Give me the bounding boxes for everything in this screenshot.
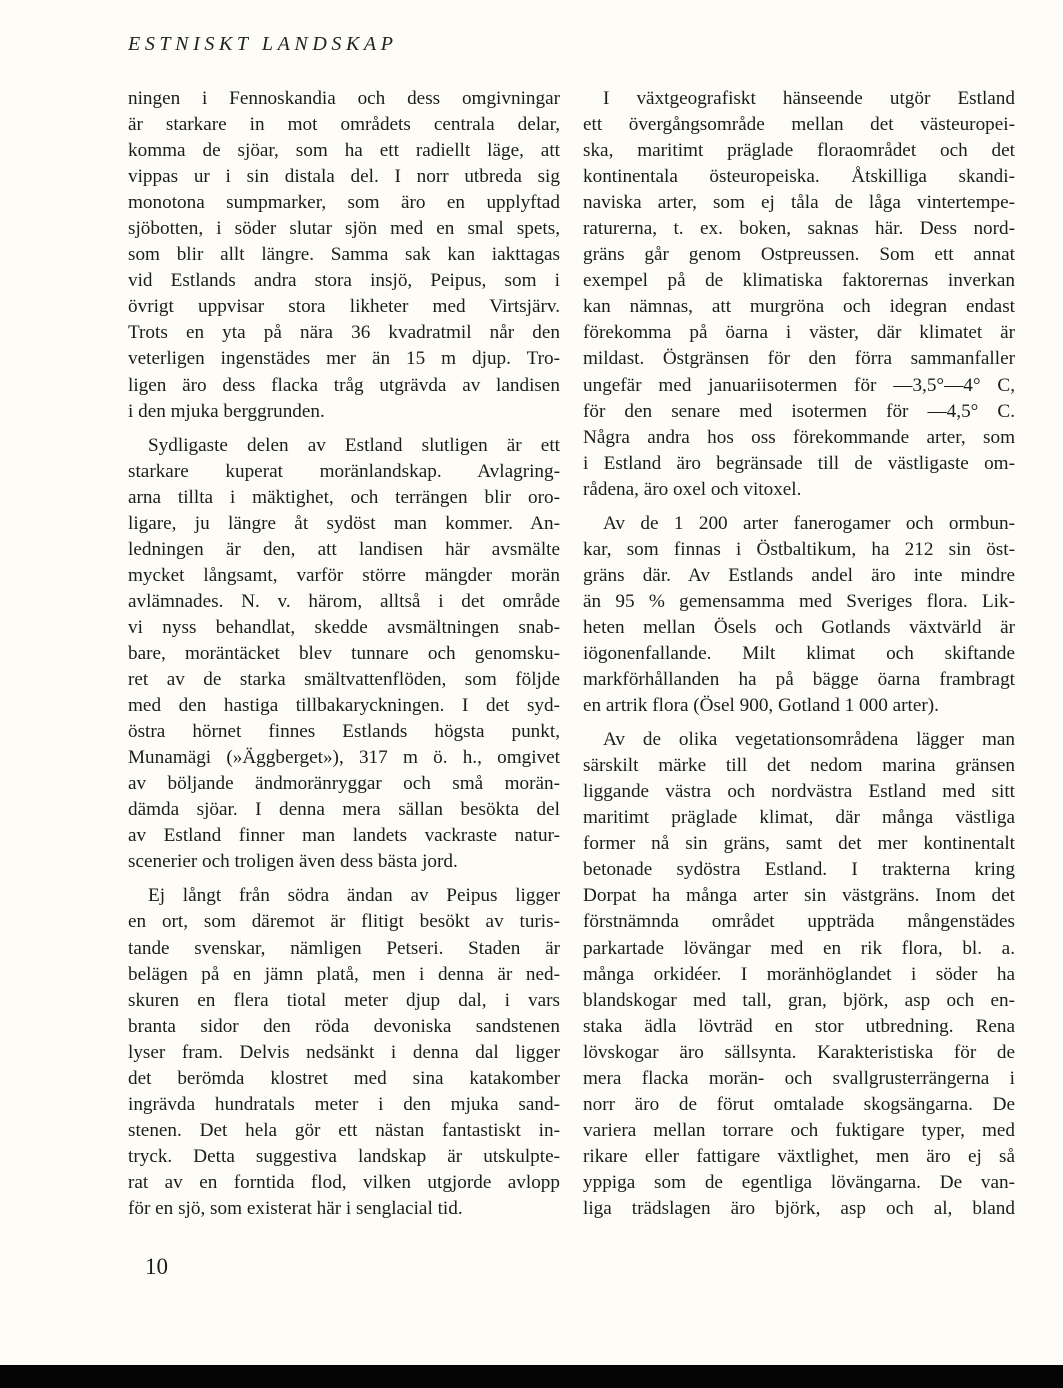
text-line: maritimt präglade klimat, där många västliga — [583, 807, 1015, 829]
text-line: med den hastiga tillbakaryckningen. I det syd- — [128, 695, 560, 717]
text-line: yppiga som de egentliga lövängarna. De van- — [583, 1171, 1015, 1193]
text-line: iögonenfallande. Milt klimat och skiftande — [583, 642, 1015, 664]
text-line: är starkare in mot områdets centrala delar, — [128, 114, 560, 136]
text-line: Munamägi (»Äggberget»), 317 m ö. h., omgivet — [128, 747, 560, 769]
text-line: tande svenskar, nämligen Petseri. Staden är — [128, 937, 560, 959]
text-line: mycket långsamt, varför större mängder morän — [128, 564, 560, 586]
text-line: betonade sydöstra Estland. I trakterna kring — [583, 859, 1015, 881]
text-line: än 95 % gemensamma med Sveriges flora. Lik- — [583, 590, 1015, 612]
text-line: mildast. Östgränsen för den förra sammanfaller — [583, 348, 1015, 370]
right-column — [583, 86, 1015, 1230]
text-line: bare, moräntäcket blev tunnare och genomsku- — [128, 642, 560, 664]
text-line: blandskogar med tall, gran, björk, asp och en- — [583, 989, 1015, 1011]
text-line: i Estland äro begränsade till de västligaste om- — [583, 452, 1015, 474]
text-line: vid Estlands andra stora insjö, Peipus, som i — [128, 270, 560, 292]
text-line: mera flacka morän- och svallgrusterrängerna i — [583, 1067, 1015, 1089]
text-line: parkartade lövängar med en rik flora, bl. a. — [583, 937, 1015, 959]
text-line: markförhållanden ha på bägge öarna frambragt — [583, 669, 1015, 691]
text-line: exempel på de klimatiska faktorernas inverkan — [583, 270, 1015, 292]
text-line: östra hörnet finnes Estlands högsta punkt, — [128, 721, 560, 743]
text-line: lövskogar äro sällsynta. Karakteristiska för de — [583, 1041, 1015, 1063]
text-line: gräns går genom Ostpreussen. Som ett annat — [583, 244, 1015, 266]
page-number: 10 — [145, 1254, 168, 1279]
text-line: Sydligaste delen av Estland slutligen är ett — [148, 434, 560, 456]
text-line: monotona sumpmarker, som äro en upplyftad — [128, 192, 560, 214]
text-line: Ej långt från södra ändan av Peipus ligger — [148, 885, 560, 907]
text-line: kan nämnas, att murgröna och idegran endast — [583, 296, 1015, 318]
text-line: komma de sjöar, som ha ett radiellt läge, att — [128, 140, 560, 162]
paragraph — [128, 86, 560, 425]
text-line: ret av de starka smältvattenflöden, som följde — [128, 669, 560, 691]
text-line: scenerier och troligen även dess bästa jord. — [128, 851, 458, 873]
text-line: förstnämnda området uppträda mångenstädes — [583, 911, 1015, 933]
paragraph — [583, 727, 1015, 1222]
text-line: raturerna, t. ex. boken, saknas här. Dess nord- — [583, 218, 1015, 240]
text-line: ningen i Fennoskandia och dess omgivningar — [128, 88, 560, 109]
running-head: ESTNISKT LANDSKAP — [128, 33, 398, 55]
text-line: av böljande ändmoränryggar och små morän- — [128, 773, 560, 795]
text-line: Trots en yta på nära 36 kvadratmil når den — [128, 322, 560, 344]
text-line: många orkidéer. I moränhöglandet i söder ha — [583, 963, 1015, 985]
text-line: arna tillta i mäktighet, och terrängen blir oro- — [128, 486, 560, 508]
text-line: stenen. Det hela gör ett nästan fantastiskt in- — [128, 1119, 560, 1141]
text-line: ungefär med januariisotermen för —3,5°—4° C, — [583, 374, 1015, 396]
text-line: vi nyss behandlat, skedde avsmältningen snab- — [128, 616, 560, 638]
paragraph — [128, 883, 560, 1222]
text-line: av Estland finner man landets vackraste natur- — [128, 825, 560, 847]
text-line: avlämnades. N. v. härom, alltså i det område — [128, 590, 560, 612]
text-line: särskilt märke till det nedom marina gränsen — [583, 755, 1015, 777]
text-line: för en sjö, som existerat här i senglacial tid. — [128, 1197, 463, 1219]
text-line: i den mjuka berggrunden. — [128, 400, 325, 422]
text-line: Av de olika vegetationsområdena lägger man — [603, 729, 1015, 751]
paragraph — [583, 511, 1015, 719]
text-line: sjöbotten, i söder slutar sjön med en smal spets, — [128, 218, 560, 240]
text-line: liggande västra och nordvästra Estland med sitt — [583, 781, 1015, 803]
text-line: variera mellan torrare och fuktigare typer, med — [583, 1119, 1015, 1141]
text-line: veterligen ingenstädes mer än 15 m djup. Tro- — [128, 348, 560, 370]
text-line: starkare kuperat moränlandskap. Avlagring- — [128, 460, 560, 482]
text-line: ingrävda hundratals meter i den mjuka sand- — [128, 1093, 560, 1115]
text-line: former nå sin gräns, samt det mer kontinentalt — [583, 833, 1015, 855]
text-line: tryck. Detta suggestiva landskap är utskulpte- — [128, 1145, 560, 1167]
text-line: I växtgeografiskt hänseende utgör Estland — [603, 88, 1015, 109]
text-line: förekomma på öarna i väster, där klimatet är — [583, 322, 1015, 344]
text-line: heten mellan Ösels och Gotlands växtvärld är — [583, 616, 1015, 638]
text-line: kar, som finnas i Östbaltikum, ha 212 sin öst- — [583, 538, 1015, 560]
scan-border — [0, 1365, 1063, 1388]
text-line: rikare eller fattigare växtlighet, men äro ej så — [583, 1145, 1015, 1167]
text-line: övrigt uppvisar stora likheter med Virtsjärv. — [128, 296, 560, 318]
text-line: Några andra hos oss förekommande arter, som — [583, 426, 1015, 448]
text-line: Av de 1 200 arter fanerogamer och ormbun- — [603, 512, 1015, 534]
text-line: en ort, som däremot är flitigt besökt av turis- — [128, 911, 560, 933]
text-line: lyser fram. Delvis nedsänkt i denna dal ligger — [128, 1041, 560, 1063]
text-line: en artrik flora (Ösel 900, Gotland 1 000 arter). — [583, 695, 939, 717]
text-line: liga trädslagen äro björk, asp och al, bland — [583, 1197, 1015, 1219]
text-line: belägen på en jämn platå, men i denna är ned- — [128, 963, 560, 985]
text-line: naviska arter, som ej tåla de låga vintertempe- — [583, 192, 1015, 214]
paragraph — [128, 433, 560, 876]
text-line: branta sidor den röda devoniska sandstenen — [128, 1015, 560, 1037]
text-line: Dorpat ha många arter sin västgräns. Inom det — [583, 885, 1015, 907]
text-line: ett övergångsområde mellan det västeuropei- — [583, 114, 1015, 136]
text-line: ledningen är den, att landisen här avsmälte — [128, 538, 560, 560]
text-line: ska, maritimt präglade floraområdet och det — [583, 140, 1015, 162]
text-line: dämda sjöar. I denna mera sällan besökta del — [128, 799, 560, 821]
text-line: ligare, ju längre åt sydöst man kommer. An- — [128, 512, 560, 534]
text-line: som blir allt längre. Samma sak kan iakttagas — [128, 244, 560, 266]
text-line: vippas ur i sin distala del. I norr utbreda sig — [128, 166, 560, 188]
text-line: skuren en flera tiotal meter djup dal, i vars — [128, 989, 560, 1011]
left-column — [128, 86, 560, 1230]
text-line: rådena, äro oxel och vitoxel. — [583, 478, 802, 500]
text-line: rat av en forntida flod, vilken utgjorde avlopp — [128, 1171, 560, 1193]
paragraph — [583, 86, 1015, 503]
text-line: staka ädla lövträd en stor utbredning. Rena — [583, 1015, 1015, 1037]
text-line: norr äro de förut omtalade skogsängarna. De — [583, 1093, 1015, 1115]
text-line: för den senare med isotermen för —4,5° C. — [583, 400, 1015, 422]
text-line: ligen äro dess flacka tråg utgrävda av landisen — [128, 374, 560, 396]
text-line: kontinentala östeuropeiska. Åtskilliga skandi- — [583, 166, 1015, 188]
text-line: det berömda klostret med sina katakomber — [128, 1067, 560, 1089]
text-line: gräns där. Av Estlands andel äro inte mindre — [583, 564, 1015, 586]
